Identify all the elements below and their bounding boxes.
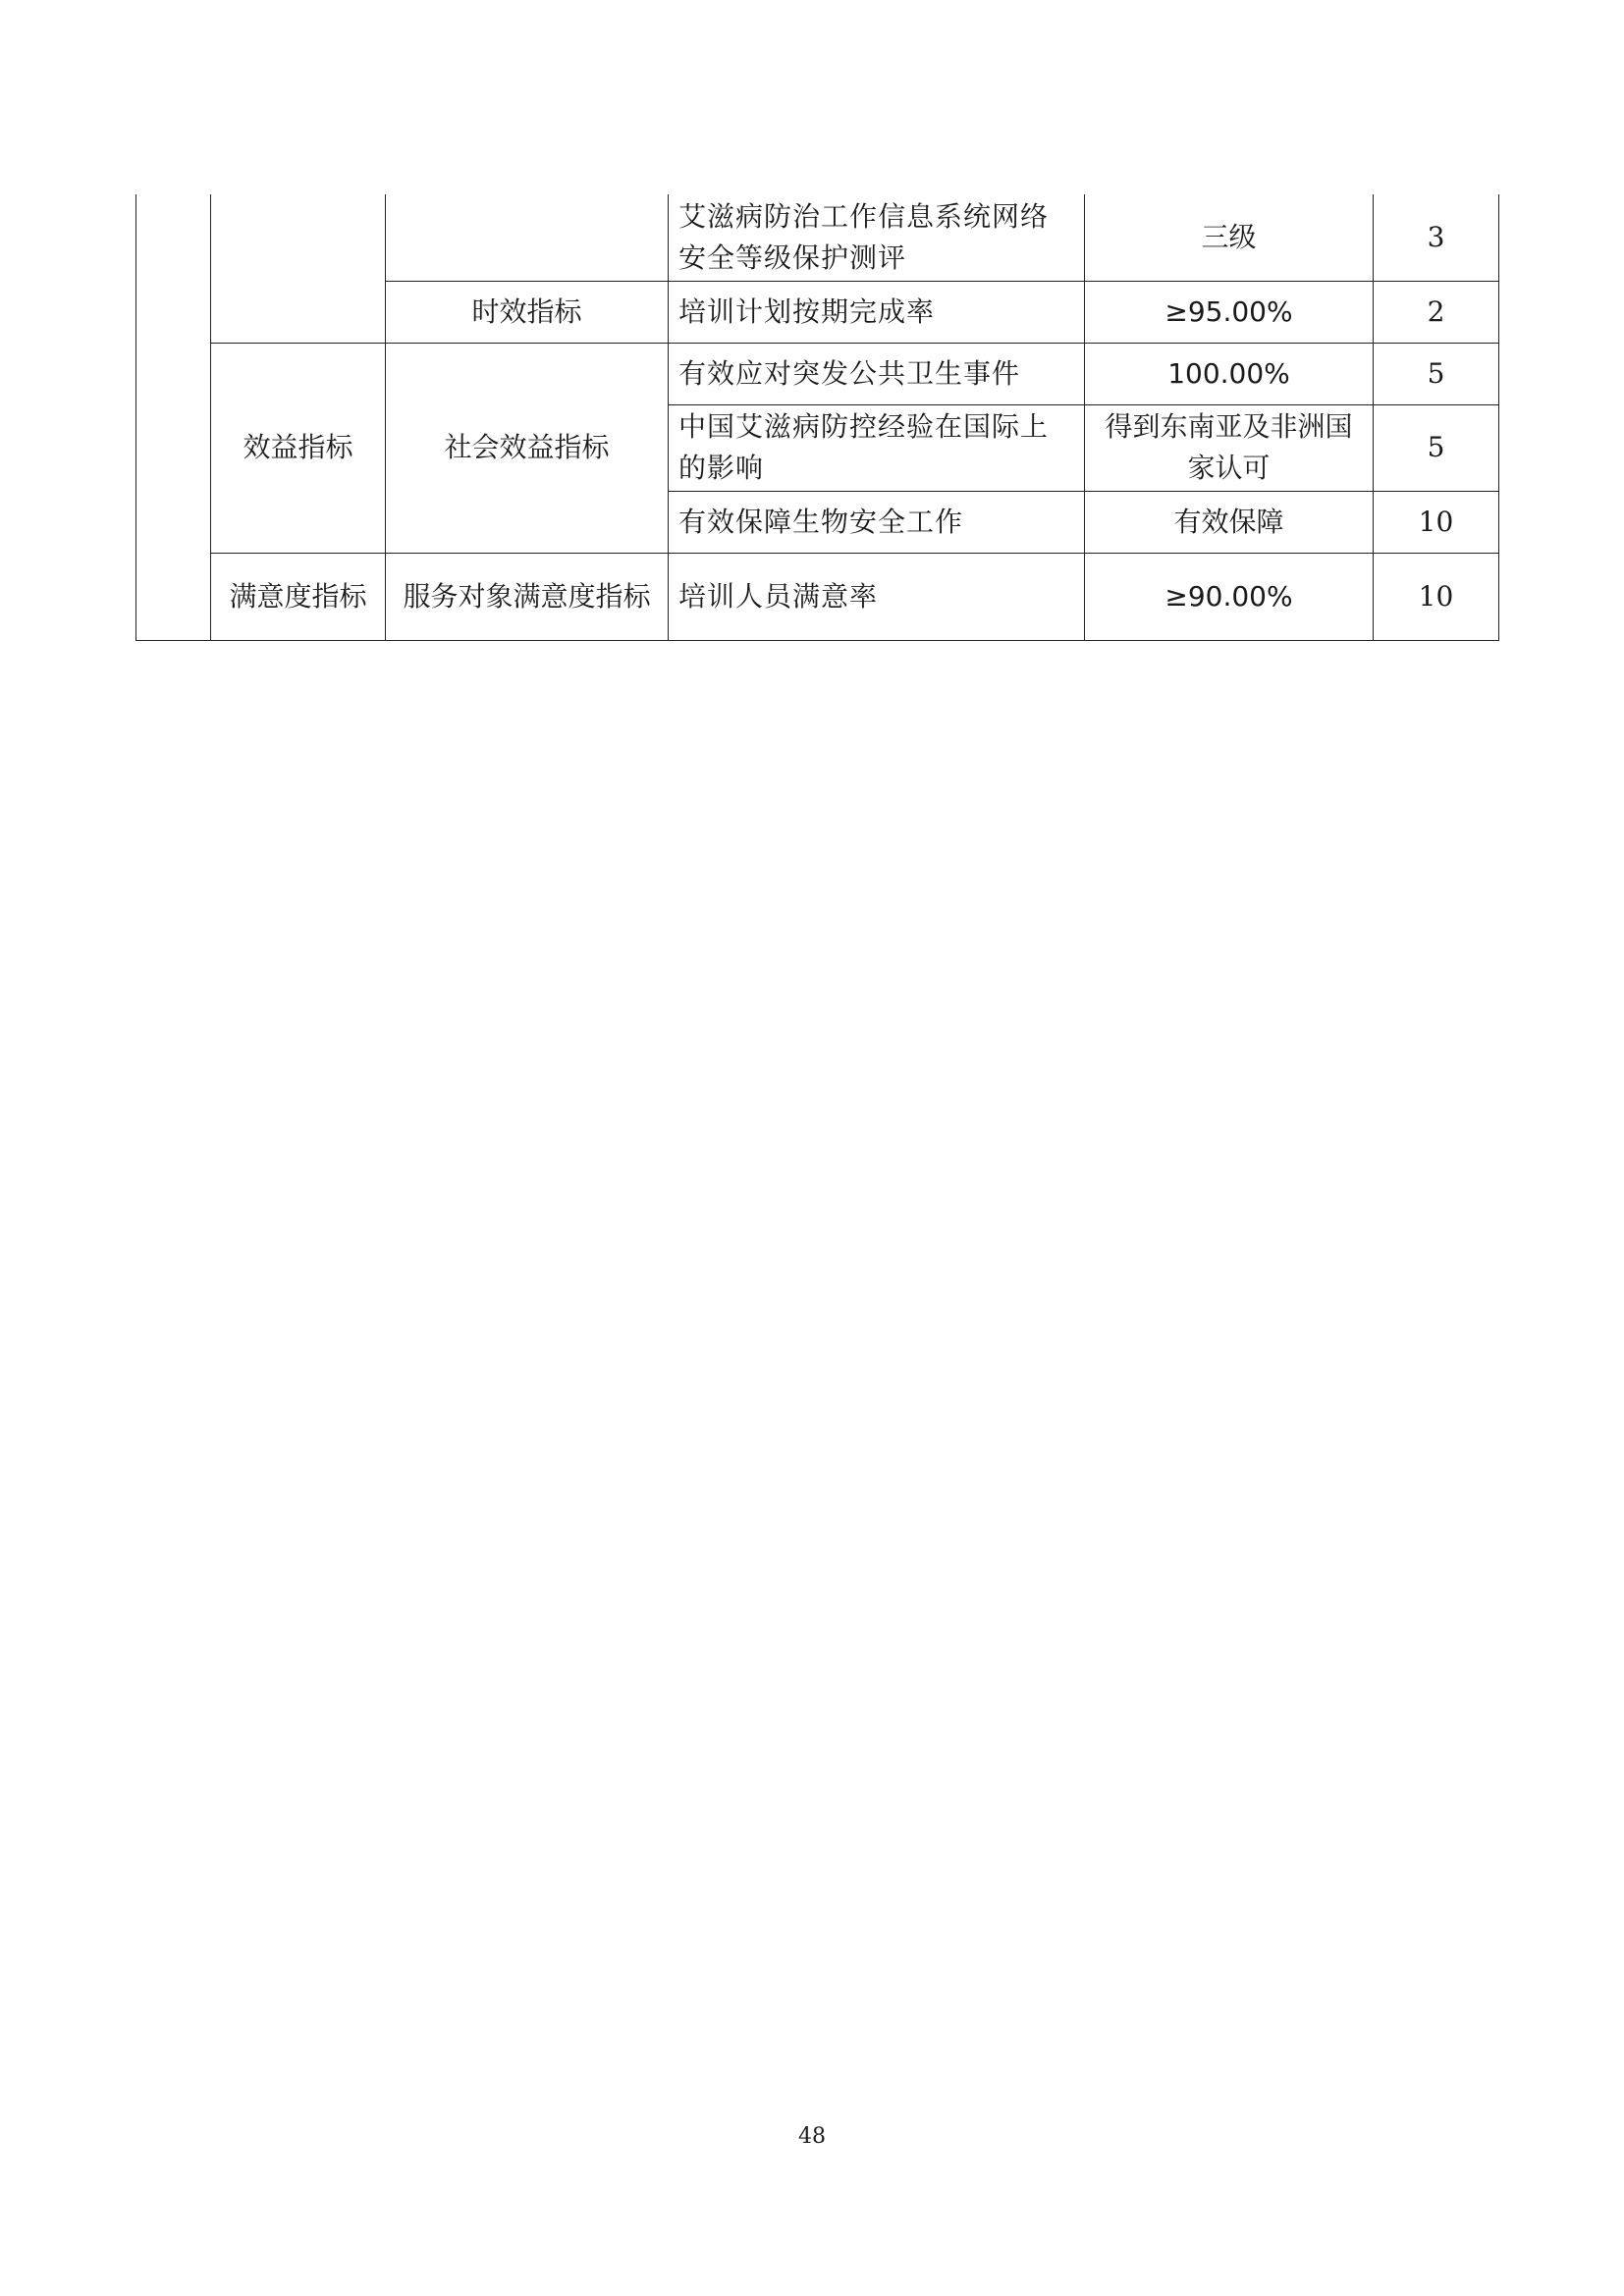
table-row bbox=[136, 343, 1499, 404]
table-cell-indicator: 有效应对突发公共卫生事件 bbox=[669, 343, 1085, 404]
table-cell-level2-empty bbox=[386, 194, 669, 281]
table-cell-level1: 效益指标 bbox=[211, 343, 386, 553]
table-row bbox=[136, 194, 1499, 281]
table-cell-indicator: 培训人员满意率 bbox=[669, 553, 1085, 640]
table-cell-level2: 服务对象满意度指标 bbox=[386, 553, 669, 640]
table-cell-indicator: 培训计划按期完成率 bbox=[669, 281, 1085, 343]
table-cell-score: 2 bbox=[1374, 281, 1499, 343]
table-cell-indicator: 中国艾滋病防控经验在国际上的影响 bbox=[669, 404, 1085, 491]
table-cell-score: 5 bbox=[1374, 343, 1499, 404]
table-cell-indicator: 有效保障生物安全工作 bbox=[669, 491, 1085, 553]
table-cell-score: 10 bbox=[1374, 553, 1499, 640]
table-cell-value: 三级 bbox=[1085, 194, 1374, 281]
performance-indicator-table bbox=[135, 194, 1499, 641]
table-cell-level2: 社会效益指标 bbox=[386, 343, 669, 553]
table-cell-level1: 满意度指标 bbox=[211, 553, 386, 640]
table-cell-value: ≥90.00% bbox=[1085, 553, 1374, 640]
table-cell-value: ≥95.00% bbox=[1085, 281, 1374, 343]
table-cell-empty-lead bbox=[136, 194, 211, 640]
table-cell-indicator: 艾滋病防治工作信息系统网络安全等级保护测评 bbox=[669, 194, 1085, 281]
table-row bbox=[136, 553, 1499, 640]
page-number: 48 bbox=[798, 2124, 826, 2149]
table-cell-level2: 时效指标 bbox=[386, 281, 669, 343]
table-cell-score: 10 bbox=[1374, 491, 1499, 553]
table-cell-score: 5 bbox=[1374, 404, 1499, 491]
table-cell-score: 3 bbox=[1374, 194, 1499, 281]
table-cell-value: 有效保障 bbox=[1085, 491, 1374, 553]
table-cell-level1-empty bbox=[211, 194, 386, 343]
table-cell-value: 100.00% bbox=[1085, 343, 1374, 404]
table-cell-value: 得到东南亚及非洲国家认可 bbox=[1085, 404, 1374, 491]
